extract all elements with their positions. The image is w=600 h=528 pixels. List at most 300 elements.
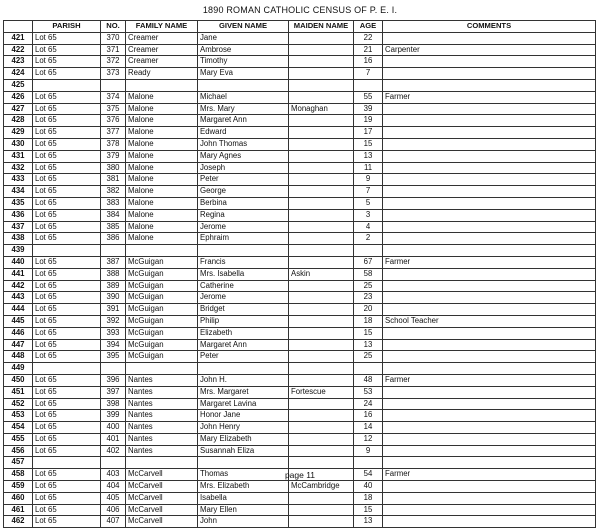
cell-record-no: 403 [101, 469, 126, 481]
cell-age: 17 [354, 127, 383, 139]
cell-maiden-name [289, 374, 354, 386]
header-age: AGE [354, 21, 383, 33]
cell-parish: Lot 65 [33, 492, 101, 504]
cell-comments [383, 351, 596, 363]
cell-parish: Lot 65 [33, 174, 101, 186]
cell-maiden-name [289, 44, 354, 56]
cell-row-number: 437 [4, 221, 33, 233]
cell-row-number: 435 [4, 197, 33, 209]
table-row [4, 209, 596, 221]
cell-given-name: George [198, 186, 289, 198]
cell-row-number: 426 [4, 91, 33, 103]
cell-age: 3 [354, 209, 383, 221]
cell-row-number: 429 [4, 127, 33, 139]
table-row [4, 374, 596, 386]
cell-record-no: 395 [101, 351, 126, 363]
cell-maiden-name [289, 304, 354, 316]
cell-given-name: Margaret Lavina [198, 398, 289, 410]
table-row [4, 433, 596, 445]
table-row [4, 492, 596, 504]
cell-maiden-name [289, 398, 354, 410]
cell-comments [383, 457, 596, 469]
cell-comments [383, 292, 596, 304]
cell-maiden-name [289, 351, 354, 363]
cell-family-name: Malone [126, 186, 198, 198]
cell-record-no: 376 [101, 115, 126, 127]
cell-parish: Lot 65 [33, 44, 101, 56]
table-row [4, 386, 596, 398]
cell-family-name [126, 79, 198, 91]
document-title: 1890 ROMAN CATHOLIC CENSUS OF P. E. I. [202, 5, 398, 15]
cell-row-number: 457 [4, 457, 33, 469]
cell-given-name: Ephraim [198, 233, 289, 245]
cell-record-no [101, 79, 126, 91]
cell-given-name: Mrs. Isabella [198, 268, 289, 280]
cell-age: 18 [354, 492, 383, 504]
cell-record-no [101, 457, 126, 469]
cell-comments [383, 233, 596, 245]
cell-age [354, 79, 383, 91]
cell-maiden-name [289, 197, 354, 209]
cell-parish: Lot 65 [33, 422, 101, 434]
cell-given-name: Isabella [198, 492, 289, 504]
table-row [4, 256, 596, 268]
cell-given-name: Michael [198, 91, 289, 103]
cell-comments [383, 516, 596, 528]
cell-family-name: Malone [126, 233, 198, 245]
table-row [4, 363, 596, 375]
cell-family-name: McGuigan [126, 304, 198, 316]
cell-parish: Lot 65 [33, 445, 101, 457]
cell-family-name: Nantes [126, 410, 198, 422]
cell-family-name: Creamer [126, 56, 198, 68]
cell-comments [383, 386, 596, 398]
cell-age: 22 [354, 32, 383, 44]
cell-maiden-name [289, 174, 354, 186]
cell-comments [383, 221, 596, 233]
header-given-name: GIVEN NAME [198, 21, 289, 33]
cell-row-number: 438 [4, 233, 33, 245]
cell-age: 9 [354, 174, 383, 186]
header-row-number [4, 21, 33, 33]
cell-given-name: Regina [198, 209, 289, 221]
cell-age: 40 [354, 481, 383, 493]
cell-family-name: Nantes [126, 398, 198, 410]
cell-comments [383, 410, 596, 422]
cell-age: 25 [354, 280, 383, 292]
cell-parish: Lot 65 [33, 481, 101, 493]
cell-comments [383, 32, 596, 44]
cell-given-name: Francis [198, 256, 289, 268]
cell-given-name: John Thomas [198, 138, 289, 150]
cell-parish: Lot 65 [33, 398, 101, 410]
cell-row-number: 451 [4, 386, 33, 398]
cell-family-name: Malone [126, 150, 198, 162]
table-row [4, 445, 596, 457]
cell-comments [383, 445, 596, 457]
cell-age [354, 457, 383, 469]
cell-parish: Lot 65 [33, 197, 101, 209]
cell-record-no: 378 [101, 138, 126, 150]
cell-age: 39 [354, 103, 383, 115]
cell-family-name: McCarvell [126, 516, 198, 528]
cell-maiden-name [289, 138, 354, 150]
cell-record-no: 389 [101, 280, 126, 292]
cell-maiden-name [289, 292, 354, 304]
cell-age: 55 [354, 91, 383, 103]
table-row [4, 245, 596, 257]
cell-given-name [198, 363, 289, 375]
cell-comments: Farmer [383, 469, 596, 481]
cell-maiden-name [289, 56, 354, 68]
cell-comments [383, 150, 596, 162]
cell-given-name: John H. [198, 374, 289, 386]
cell-parish: Lot 65 [33, 351, 101, 363]
cell-parish: Lot 65 [33, 233, 101, 245]
cell-row-number: 447 [4, 339, 33, 351]
cell-parish: Lot 65 [33, 162, 101, 174]
cell-record-no: 383 [101, 197, 126, 209]
cell-comments [383, 363, 596, 375]
cell-parish: Lot 65 [33, 292, 101, 304]
cell-record-no: 396 [101, 374, 126, 386]
cell-given-name: Mary Ellen [198, 504, 289, 516]
cell-parish [33, 363, 101, 375]
cell-family-name [126, 363, 198, 375]
cell-age: 13 [354, 150, 383, 162]
cell-comments [383, 174, 596, 186]
cell-row-number: 445 [4, 315, 33, 327]
cell-age: 16 [354, 56, 383, 68]
cell-row-number: 455 [4, 433, 33, 445]
table-row [4, 304, 596, 316]
table-row [4, 457, 596, 469]
cell-age: 67 [354, 256, 383, 268]
cell-parish: Lot 65 [33, 386, 101, 398]
cell-family-name: Creamer [126, 32, 198, 44]
cell-age: 21 [354, 44, 383, 56]
cell-record-no: 371 [101, 44, 126, 56]
header-no: NO. [101, 21, 126, 33]
cell-maiden-name [289, 115, 354, 127]
cell-parish: Lot 65 [33, 32, 101, 44]
cell-record-no: 381 [101, 174, 126, 186]
cell-maiden-name: Askin [289, 268, 354, 280]
cell-family-name: McCarvell [126, 492, 198, 504]
cell-age: 58 [354, 268, 383, 280]
cell-family-name: Ready [126, 68, 198, 80]
cell-given-name: Susannah Eliza [198, 445, 289, 457]
cell-parish: Lot 65 [33, 410, 101, 422]
cell-maiden-name [289, 339, 354, 351]
cell-given-name: Ambrose [198, 44, 289, 56]
cell-family-name: McGuigan [126, 315, 198, 327]
cell-maiden-name [289, 68, 354, 80]
cell-record-no: 385 [101, 221, 126, 233]
cell-parish: Lot 65 [33, 68, 101, 80]
cell-maiden-name: McCambridge [289, 481, 354, 493]
cell-given-name: Honor Jane [198, 410, 289, 422]
cell-age: 25 [354, 351, 383, 363]
cell-age: 7 [354, 186, 383, 198]
cell-maiden-name [289, 256, 354, 268]
cell-age: 19 [354, 115, 383, 127]
cell-given-name: Mary Eva [198, 68, 289, 80]
table-row [4, 410, 596, 422]
cell-maiden-name [289, 221, 354, 233]
cell-comments [383, 422, 596, 434]
cell-parish: Lot 65 [33, 268, 101, 280]
cell-record-no: 386 [101, 233, 126, 245]
cell-maiden-name [289, 280, 354, 292]
cell-age: 24 [354, 398, 383, 410]
cell-maiden-name [289, 457, 354, 469]
cell-age [354, 363, 383, 375]
cell-given-name: John [198, 516, 289, 528]
cell-record-no: 390 [101, 292, 126, 304]
cell-age: 13 [354, 339, 383, 351]
cell-record-no: 391 [101, 304, 126, 316]
cell-row-number: 441 [4, 268, 33, 280]
cell-row-number: 431 [4, 150, 33, 162]
cell-age: 2 [354, 233, 383, 245]
cell-family-name: Nantes [126, 374, 198, 386]
table-row [4, 56, 596, 68]
cell-comments [383, 304, 596, 316]
census-table [3, 20, 596, 528]
cell-age: 5 [354, 197, 383, 209]
cell-parish: Lot 65 [33, 138, 101, 150]
cell-record-no: 372 [101, 56, 126, 68]
cell-parish [33, 457, 101, 469]
cell-row-number: 448 [4, 351, 33, 363]
cell-record-no: 405 [101, 492, 126, 504]
cell-given-name: Jane [198, 32, 289, 44]
cell-row-number: 430 [4, 138, 33, 150]
cell-age: 23 [354, 292, 383, 304]
cell-maiden-name [289, 422, 354, 434]
cell-maiden-name [289, 327, 354, 339]
table-row [4, 127, 596, 139]
cell-age: 7 [354, 68, 383, 80]
cell-record-no [101, 363, 126, 375]
cell-given-name: Mary Elizabeth [198, 433, 289, 445]
cell-comments [383, 56, 596, 68]
cell-given-name: Catherine [198, 280, 289, 292]
table-row [4, 174, 596, 186]
cell-comments [383, 245, 596, 257]
cell-parish: Lot 65 [33, 56, 101, 68]
cell-given-name: Bridget [198, 304, 289, 316]
cell-parish: Lot 65 [33, 516, 101, 528]
cell-row-number: 453 [4, 410, 33, 422]
cell-family-name: McGuigan [126, 280, 198, 292]
cell-row-number: 423 [4, 56, 33, 68]
cell-family-name: Malone [126, 103, 198, 115]
cell-family-name: McGuigan [126, 256, 198, 268]
cell-record-no: 370 [101, 32, 126, 44]
cell-family-name: Creamer [126, 44, 198, 56]
cell-parish: Lot 65 [33, 469, 101, 481]
cell-given-name: Jerome [198, 292, 289, 304]
cell-age: 20 [354, 304, 383, 316]
cell-family-name: McGuigan [126, 327, 198, 339]
cell-row-number: 460 [4, 492, 33, 504]
cell-parish: Lot 65 [33, 304, 101, 316]
cell-given-name [198, 245, 289, 257]
cell-age: 14 [354, 422, 383, 434]
cell-row-number: 452 [4, 398, 33, 410]
cell-maiden-name [289, 79, 354, 91]
table-row [4, 351, 596, 363]
cell-comments: School Teacher [383, 315, 596, 327]
cell-given-name: Mrs. Margaret [198, 386, 289, 398]
cell-comments [383, 186, 596, 198]
cell-family-name: Malone [126, 174, 198, 186]
cell-maiden-name [289, 363, 354, 375]
cell-given-name: Elizabeth [198, 327, 289, 339]
cell-given-name: Timothy [198, 56, 289, 68]
census-body [4, 32, 596, 527]
cell-comments [383, 492, 596, 504]
cell-comments [383, 103, 596, 115]
cell-maiden-name [289, 162, 354, 174]
cell-given-name [198, 457, 289, 469]
cell-row-number: 456 [4, 445, 33, 457]
table-row [4, 44, 596, 56]
cell-comments [383, 138, 596, 150]
table-row [4, 32, 596, 44]
cell-maiden-name [289, 186, 354, 198]
cell-parish: Lot 65 [33, 150, 101, 162]
cell-record-no: 380 [101, 162, 126, 174]
cell-maiden-name [289, 445, 354, 457]
cell-record-no: 402 [101, 445, 126, 457]
cell-row-number: 428 [4, 115, 33, 127]
cell-comments: Farmer [383, 256, 596, 268]
cell-record-no: 407 [101, 516, 126, 528]
cell-comments [383, 268, 596, 280]
table-row [4, 292, 596, 304]
cell-record-no: 382 [101, 186, 126, 198]
table-row [4, 103, 596, 115]
cell-record-no: 392 [101, 315, 126, 327]
cell-parish: Lot 65 [33, 433, 101, 445]
cell-age: 9 [354, 445, 383, 457]
cell-row-number: 424 [4, 68, 33, 80]
cell-family-name: McGuigan [126, 351, 198, 363]
cell-row-number: 461 [4, 504, 33, 516]
cell-record-no: 375 [101, 103, 126, 115]
cell-maiden-name [289, 233, 354, 245]
cell-row-number: 422 [4, 44, 33, 56]
cell-age: 15 [354, 327, 383, 339]
cell-parish: Lot 65 [33, 280, 101, 292]
cell-given-name: Mrs. Elizabeth [198, 481, 289, 493]
cell-parish: Lot 65 [33, 103, 101, 115]
cell-given-name: John Henry [198, 422, 289, 434]
cell-given-name: Mary Agnes [198, 150, 289, 162]
cell-row-number: 459 [4, 481, 33, 493]
cell-family-name: Malone [126, 127, 198, 139]
cell-given-name: Mrs. Mary [198, 103, 289, 115]
cell-record-no: 388 [101, 268, 126, 280]
cell-comments [383, 327, 596, 339]
table-row [4, 91, 596, 103]
table-row [4, 221, 596, 233]
cell-family-name: Malone [126, 221, 198, 233]
cell-age: 11 [354, 162, 383, 174]
cell-maiden-name [289, 410, 354, 422]
cell-given-name [198, 79, 289, 91]
cell-comments [383, 209, 596, 221]
cell-parish: Lot 65 [33, 115, 101, 127]
cell-family-name [126, 457, 198, 469]
cell-comments [383, 162, 596, 174]
cell-row-number: 440 [4, 256, 33, 268]
table-row [4, 339, 596, 351]
cell-family-name: McGuigan [126, 339, 198, 351]
cell-family-name: Nantes [126, 433, 198, 445]
cell-row-number: 442 [4, 280, 33, 292]
cell-given-name: Peter [198, 351, 289, 363]
cell-given-name: Margaret Ann [198, 115, 289, 127]
cell-record-no: 394 [101, 339, 126, 351]
cell-maiden-name: Monaghan [289, 103, 354, 115]
cell-given-name: Thomas [198, 469, 289, 481]
cell-family-name: Malone [126, 162, 198, 174]
cell-family-name: Nantes [126, 386, 198, 398]
table-row [4, 186, 596, 198]
cell-row-number: 436 [4, 209, 33, 221]
cell-maiden-name [289, 245, 354, 257]
cell-family-name: McGuigan [126, 268, 198, 280]
cell-comments [383, 280, 596, 292]
table-row [4, 150, 596, 162]
cell-comments [383, 79, 596, 91]
cell-comments [383, 197, 596, 209]
cell-given-name: Philip [198, 315, 289, 327]
cell-comments: Carpenter [383, 44, 596, 56]
cell-record-no: 399 [101, 410, 126, 422]
table-row [4, 68, 596, 80]
cell-age: 18 [354, 315, 383, 327]
cell-parish: Lot 65 [33, 339, 101, 351]
cell-row-number: 443 [4, 292, 33, 304]
cell-row-number: 462 [4, 516, 33, 528]
cell-family-name: Nantes [126, 422, 198, 434]
cell-comments [383, 398, 596, 410]
header-comments: COMMENTS [383, 21, 596, 33]
cell-parish: Lot 65 [33, 504, 101, 516]
cell-row-number: 425 [4, 79, 33, 91]
cell-comments [383, 433, 596, 445]
header-parish: PARISH [33, 21, 101, 33]
cell-parish: Lot 65 [33, 127, 101, 139]
cell-maiden-name [289, 32, 354, 44]
cell-age: 12 [354, 433, 383, 445]
table-row [4, 138, 596, 150]
table-row [4, 233, 596, 245]
cell-comments [383, 127, 596, 139]
cell-row-number: 432 [4, 162, 33, 174]
cell-parish: Lot 65 [33, 186, 101, 198]
cell-age: 15 [354, 504, 383, 516]
cell-maiden-name: Fortescue [289, 386, 354, 398]
cell-comments [383, 504, 596, 516]
table-row [4, 268, 596, 280]
cell-age: 53 [354, 386, 383, 398]
